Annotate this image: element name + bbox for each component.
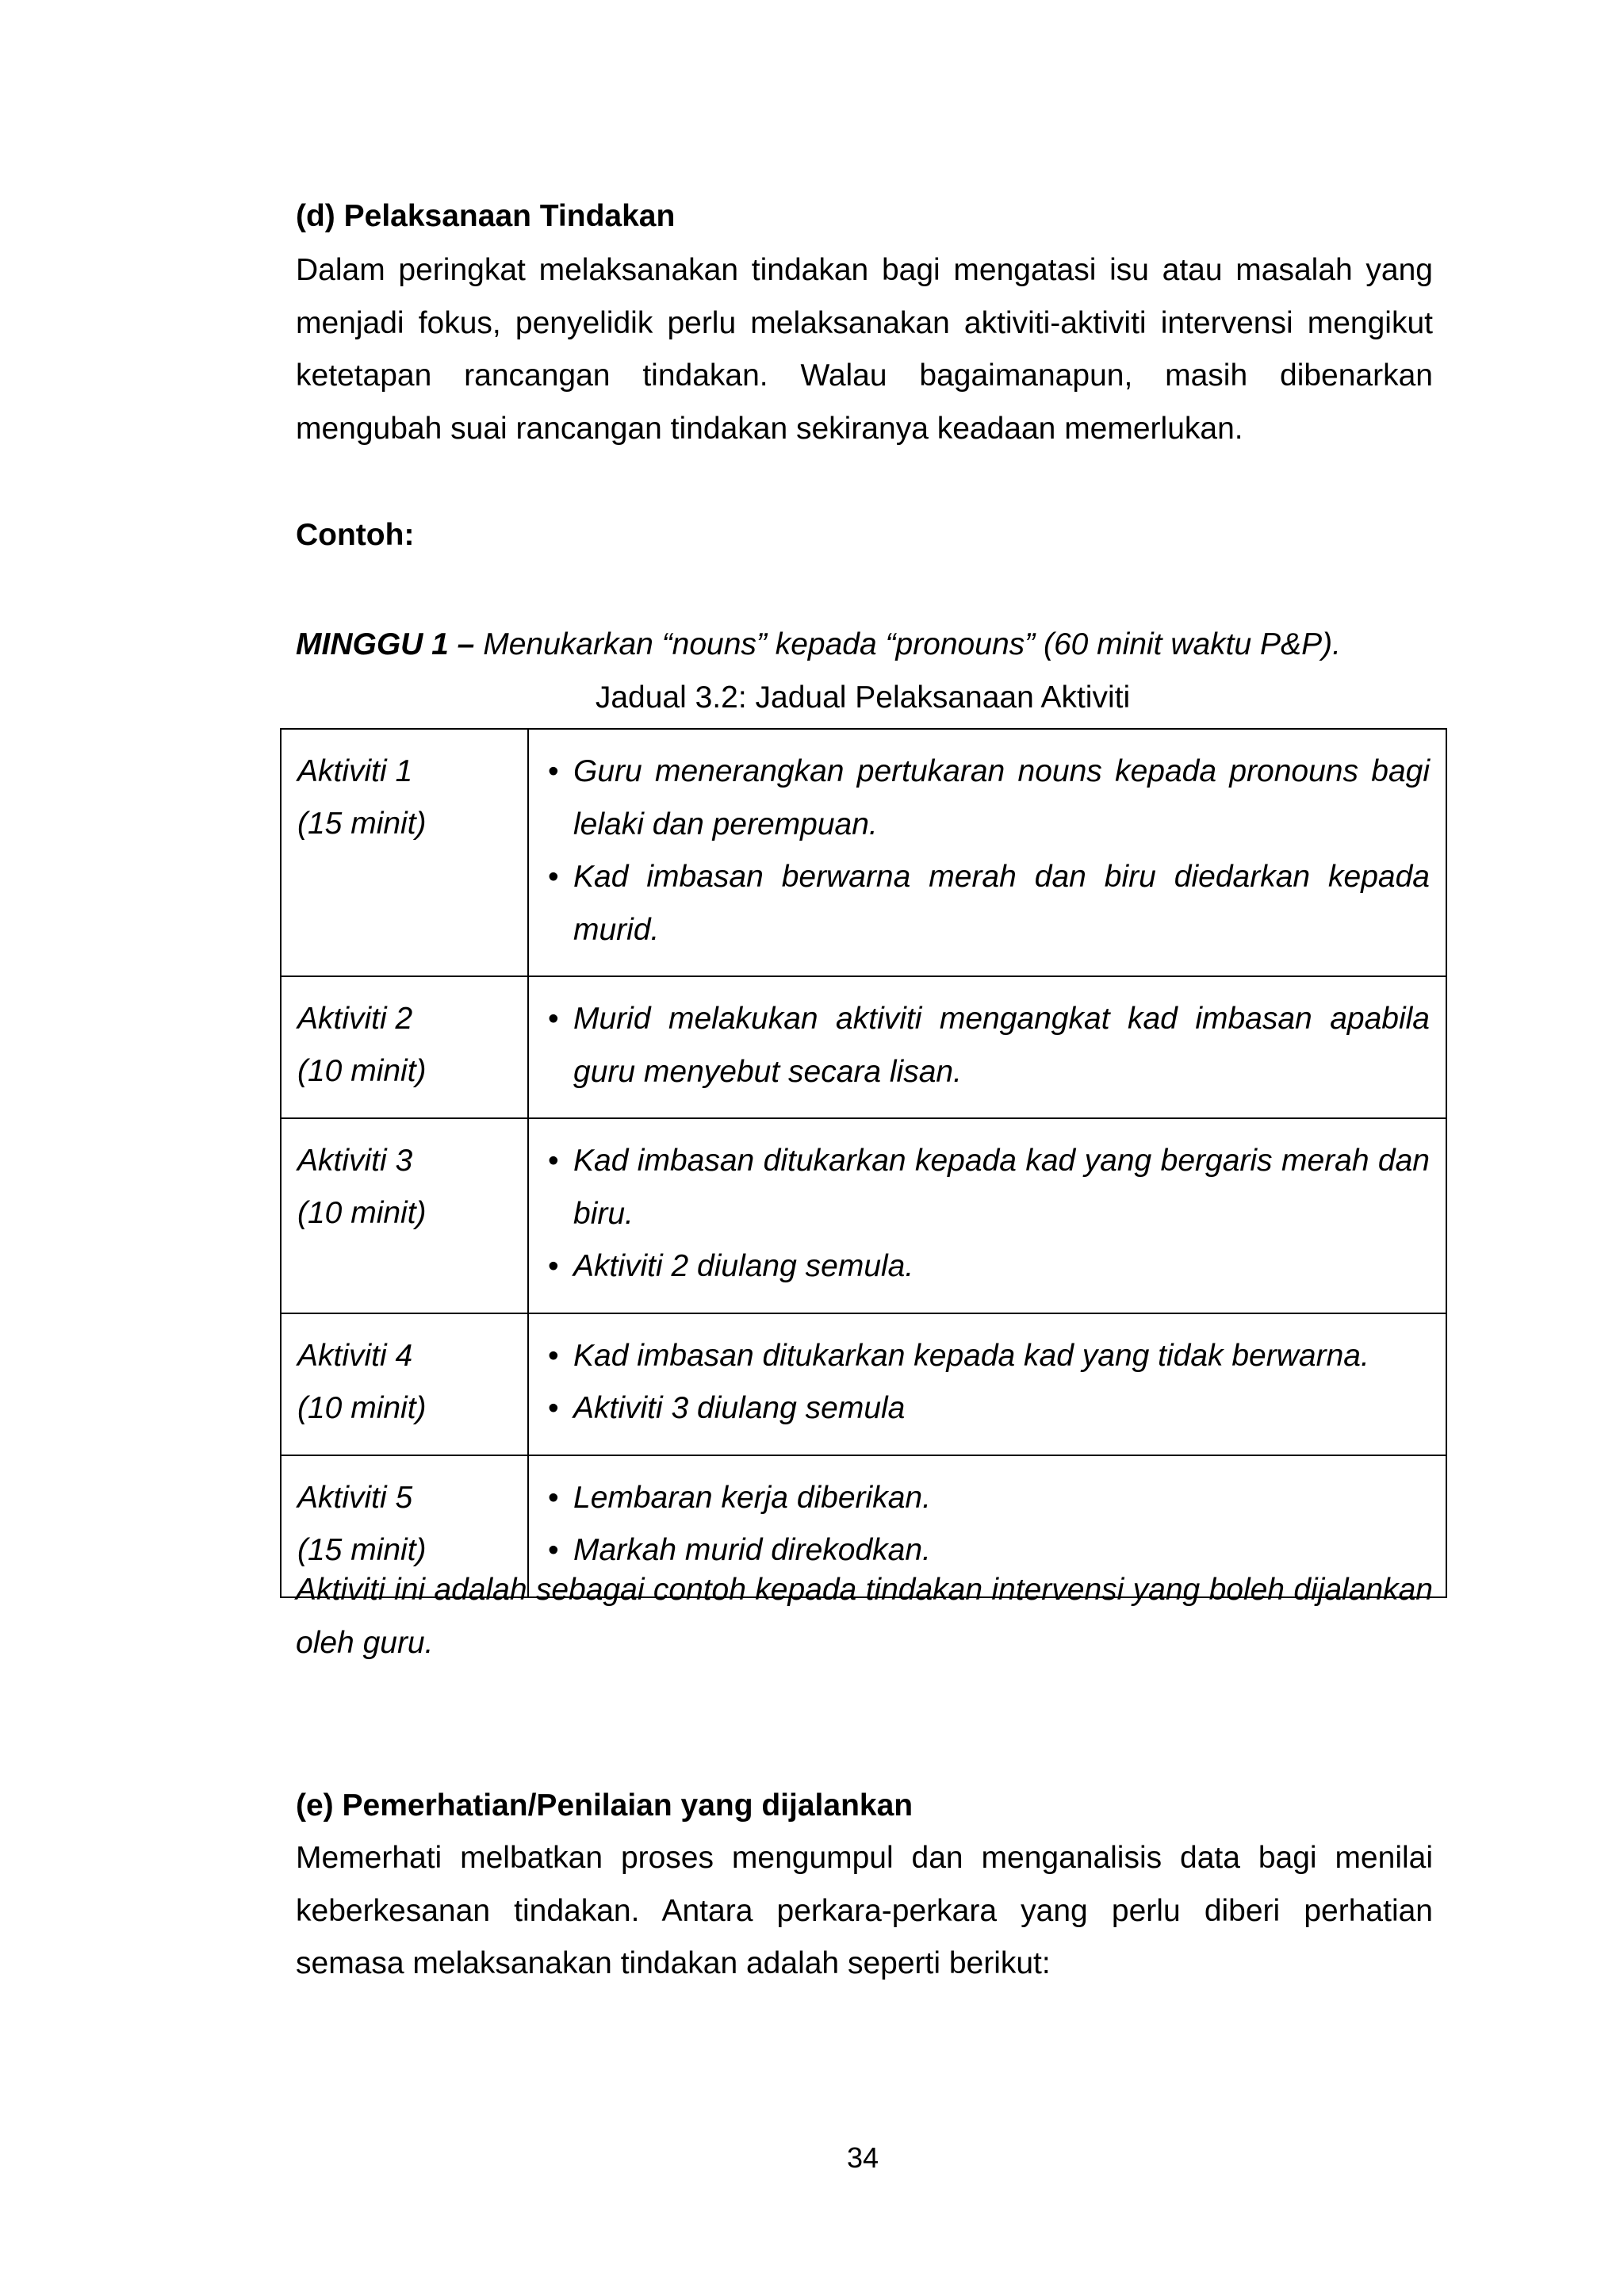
bullet-item: • Kad imbasan berwarna merah dan biru diedarkan kepada murid.	[543, 851, 1430, 956]
description-cell	[528, 1118, 1446, 1313]
bullet-item: • Aktiviti 3 diulang semula	[543, 1382, 1430, 1435]
description-cell	[528, 1313, 1446, 1455]
bullet-item: • Guru menerangkan pertukaran nouns kepada pronouns bagi lelaki dan perempuan.	[543, 746, 1430, 851]
example-label: Contoh:	[296, 518, 415, 552]
description-cell	[528, 976, 1446, 1118]
table-caption: Jadual 3.2: Jadual Pelaksanaan Aktiviti	[595, 680, 1131, 715]
section-d-heading: (d) Pelaksanaan Tindakan	[296, 199, 676, 233]
bullet-item: • Aktiviti 2 diulang semula.	[543, 1240, 1430, 1294]
activity-cell	[281, 1313, 528, 1455]
activity-cell	[281, 1118, 528, 1313]
page-number: 34	[846, 2141, 879, 2174]
table-row	[281, 1118, 1446, 1313]
activity-cell	[281, 729, 528, 976]
bullet-list	[543, 746, 1430, 956]
activity-duration: (15 minit)	[297, 1532, 427, 1567]
table-row	[281, 1313, 1446, 1455]
activity-name: Aktiviti 2	[297, 1002, 413, 1036]
table-row	[281, 729, 1446, 976]
bullet-item: • Lembaran kerja diberikan.	[543, 1472, 1430, 1525]
activity-cell	[281, 976, 528, 1118]
section-d-paragraph: Dalam peringkat melaksanakan tindakan bagi mengatasi isu atau masalah yang menjadi fokus, penyelidik perlu melaksanakan aktiviti-aktiviti intervensi mengikut ketetapan rancangan tindakan. Walau bagaimanapun, masih dibenarkan mengubah suai rancangan tindakan sekiranya keadaan memerlukan.	[296, 253, 1433, 446]
activity-duration: (10 minit)	[297, 1196, 427, 1230]
activity-table-body	[281, 729, 1446, 1597]
bullet-item: • Kad imbasan ditukarkan kepada kad yang bergaris merah dan biru.	[543, 1135, 1430, 1240]
activity-duration: (15 minit)	[297, 807, 427, 841]
activity-name: Aktiviti 3	[297, 1144, 413, 1178]
bullet-list	[543, 1330, 1430, 1435]
activity-name: Aktiviti 5	[297, 1480, 413, 1515]
description-cell	[528, 729, 1446, 976]
section-e-heading: (e) Pemerhatian/Penilaian yang dijalankan	[296, 1788, 914, 1823]
bullet-item: • Kad imbasan ditukarkan kepada kad yang tidak berwarna.	[543, 1330, 1430, 1383]
week-line	[296, 619, 1433, 671]
activity-duration: (10 minit)	[297, 1054, 427, 1088]
activity-duration: (10 minit)	[297, 1390, 427, 1425]
bullet-item: • Murid melakukan aktiviti mengangkat kad imbasan apabila guru menyebut secara lisan.	[543, 993, 1430, 1098]
week-label: MINGGU 1 –	[296, 627, 475, 661]
bullet-item: • Markah murid direkodkan.	[543, 1524, 1430, 1577]
bullet-list	[543, 993, 1430, 1098]
activity-table	[280, 728, 1447, 1598]
bullet-list	[543, 1472, 1430, 1577]
activity-name: Aktiviti 4	[297, 1338, 413, 1373]
table-note: Aktiviti ini adalah sebagai contoh kepada tindakan intervensi yang boleh dijalankan oleh guru.	[296, 1573, 1433, 1660]
bullet-list	[543, 1135, 1430, 1294]
table-row	[281, 976, 1446, 1118]
activity-name: Aktiviti 1	[297, 754, 413, 788]
week-text: Menukarkan “nouns” kepada “pronouns” (60 minit waktu P&P).	[474, 627, 1341, 661]
section-e-paragraph: Memerhati melbatkan proses mengumpul dan menganalisis data bagi menilai keberkesanan tindakan. Antara perkara-perkara yang perlu diberi perhatian semasa melaksanakan tindakan adalah seperti berikut:	[296, 1841, 1433, 1980]
